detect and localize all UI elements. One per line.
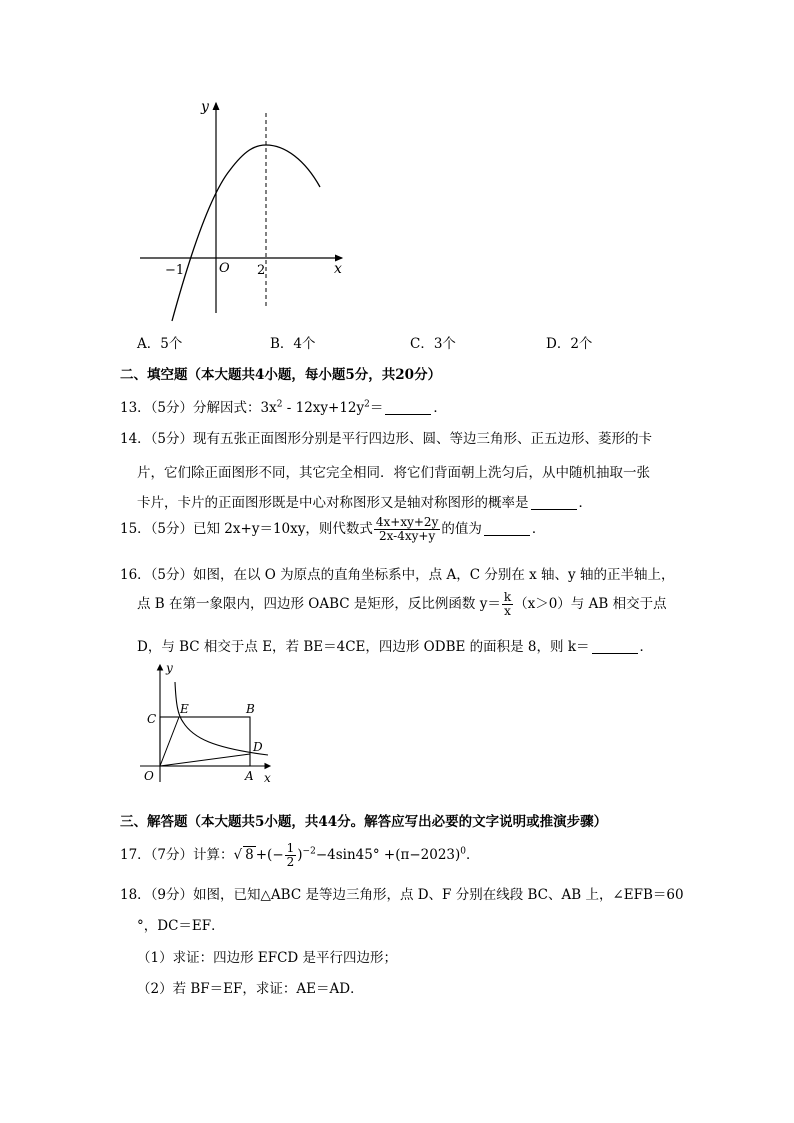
q16-line2a: 点 B 在第一象限内，四边形 OABC 是矩形，反比例函数 y＝ [137,596,501,612]
q13-answer-blank[interactable] [385,400,431,415]
q17-frac-num: 1 [286,841,295,855]
option-b: B．4个 [270,336,316,352]
q17-close: ) [297,847,303,863]
q16-fraction [502,591,513,618]
question-18-line2: °，DC＝EF． [137,918,225,934]
option-d: D．2个 [546,336,593,352]
q13-exp2: 2 [364,399,370,410]
question-14-line2: 片，它们除正面图形不同，其它完全相同．将它们背面朝上洗匀后，从中随机抽取一张 [137,465,650,481]
q13-term2: - 12xy+12y [282,400,365,416]
q15-numerator: 4x+xy+2y [375,515,439,529]
q15-suffix: 的值为 [441,521,482,537]
section-title-fill-in: 二、填空题（本大题共4小题，每小题5分，共20分） [120,367,442,383]
q14-end: ． [578,495,592,511]
q17-exp2: 0 [460,846,467,857]
q14-answer-blank[interactable] [531,495,577,510]
q15-fraction [374,516,440,543]
sqrt-sign: √ [233,847,243,863]
q17-exp1: −2 [302,846,316,857]
origin-label: O [219,261,230,276]
q17-end: ． [466,847,480,863]
q16-line2b: （x＞0）与 AB 相交于点 [514,596,667,612]
label-b: B [246,702,255,716]
q17-mid: −4sin45° +(π−2023) [315,847,461,863]
rectangle-hyperbola-figure [138,660,278,786]
option-a: A．5个 [137,336,183,352]
option-c: C．3个 [410,336,456,352]
question-13 [120,396,447,416]
segment-oe [160,717,179,766]
label-a: A [245,769,254,783]
q17-frac-den: 2 [286,855,295,869]
label-e: E [180,702,189,716]
question-14-line3 [137,491,592,511]
parabola-curve [172,145,320,321]
q14-line3-text: 卡片，卡片的正面图形既是中心对称图形又是轴对称图形的概率是 [137,495,529,511]
q15-end: ． [531,521,546,537]
q13-term1: 3x [260,400,277,416]
question-18-part2: （2）若 BF＝EF，求证：AE＝AD． [137,981,364,997]
q16-frac-num: k [503,590,512,604]
q17-prefix: 17．（7分）计算： [120,847,234,863]
tick-label-neg1: −1 [165,263,185,278]
q13-exp1: 2 [276,399,283,410]
y-axis-label: y [201,99,209,115]
x-axis-label: x [334,261,342,277]
label-o: O [144,769,154,783]
question-16-line1: 16．（5分）如图，在以 O 为原点的直角坐标系中，点 A，C 分别在 x 轴、y 轴的正半轴上， [120,567,675,583]
q15-answer-blank[interactable] [484,521,530,536]
q17-plus-open: +(− [255,847,284,863]
question-17 [120,842,480,869]
fig2-x-label: x [264,771,271,785]
segment-od [160,754,250,766]
section-title-solve: 三、解答题（本大题共5小题，共44分。解答应写出必要的文字说明或推演步骤） [120,814,608,830]
q13-end: ． [433,400,447,416]
q13-eq: ＝ [369,400,384,416]
q15-denominator: 2x-4xy+y [378,529,436,543]
question-14-line1: 14．（5分）现有五张正面图形分别是平行四边形、圆、等边三角形、正五边形、菱形的卡 [120,431,653,447]
q15-prefix: 15．（5分）已知 2x+y＝10xy，则代数式 [120,521,373,537]
q17-fraction [285,842,297,869]
question-16-line2 [137,591,667,618]
rectangle-oabc [160,717,250,766]
question-18-line1: 18．（9分）如图，已知△ABC 是等边三角形，点 D、F 分别在线段 BC、AB 上，∠EFB＝60 [120,887,684,903]
parabola-figure [135,95,355,327]
question-18-part1: （1）求证：四边形 EFCD 是平行四边形； [137,950,398,966]
q16-frac-den: x [504,604,511,618]
fig2-y-label: y [166,661,173,675]
question-16-line3 [137,635,653,655]
label-d: D [253,740,263,754]
q16-line3-text: D，与 BC 相交于点 E，若 BE＝4CE，四边形 ODBE 的面积是 8，则 k＝ [137,639,590,655]
question-15 [120,516,545,543]
tick-label-2: 2 [257,263,266,278]
q13-prefix: 13．（5分）分解因式： [120,400,261,416]
q16-answer-blank[interactable] [592,639,638,654]
label-c: C [147,712,157,726]
q16-end: ． [639,639,653,655]
q17-sqrt-radicand: 8 [245,847,254,863]
